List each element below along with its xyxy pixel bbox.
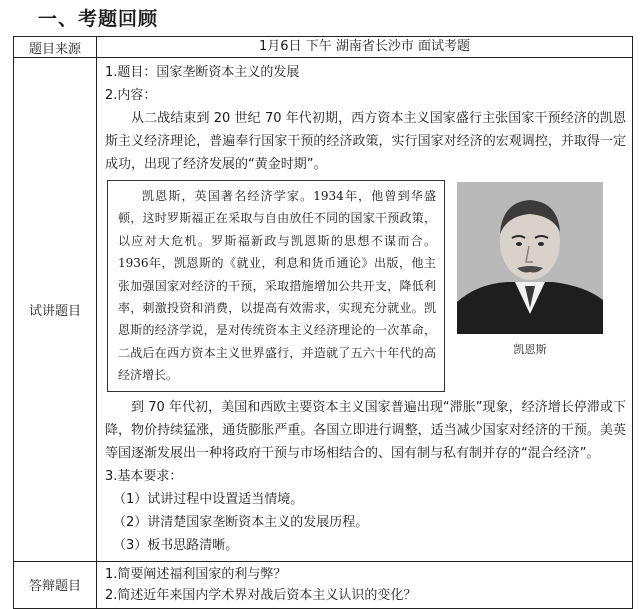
content-heading: 2.内容：: [105, 88, 157, 103]
trial-label: 试讲题目: [14, 58, 97, 562]
debate-content: [97, 561, 633, 608]
material-row: [107, 180, 626, 392]
requirement-3: （3）板书思路清晰。: [113, 537, 239, 553]
debate-question-1: 1.简要阐述福利国家的利与弊？: [105, 566, 287, 582]
keynes-portrait-image: [457, 182, 603, 334]
source-row: [14, 37, 633, 58]
section-title: 一、考题回顾: [38, 8, 159, 30]
debate-label: 答辩题目: [14, 561, 97, 608]
paragraph-2: 到 70 年代初，美国和西欧主要资本主义国家普遍出现“滞胀”现象，经济增长停滞或下降，物价持续猛涨，通货膨胀严重。各国立即进行调整，适当减少国家对经济的干预。美英等国逐渐发展出一种将政府干预与市场相结合的、国有制与私有制并存的“混合经济”。: [105, 399, 626, 461]
requirement-2: （2）讲清楚国家垄断资本主义的发展历程。: [113, 514, 369, 530]
photo-block: [455, 180, 605, 361]
debate-question-2: 2.简述近年来国内学术界对战后资本主义认识的变化？: [105, 587, 417, 603]
exam-table: [13, 36, 633, 609]
requirement-1: （1）试讲过程中设置适当情境。: [113, 491, 304, 507]
photo-caption: 凯恩斯: [513, 343, 547, 356]
debate-row: [14, 561, 633, 608]
trial-content: [97, 58, 633, 562]
trial-row: [14, 58, 633, 562]
requirements-heading: 3.基本要求：: [105, 468, 183, 484]
paragraph-1: 从二战结束到 20 世纪 70 年代初期，西方资本主义国家盛行主张国家干预经济的凯恩斯主义经济理论，普遍奉行国家干预的经济政策，实行国家对经济的宏观调控，并取得一定成功，出现了经济发展的“黄金时期”。: [105, 111, 626, 172]
portrait-illustration: [457, 182, 603, 334]
source-label: 题目来源: [14, 37, 97, 58]
source-value: 1月6日 下午 湖南省长沙市 面试考题: [97, 37, 633, 58]
quote-box: 凯恩斯，英国著名经济学家。1934年，他曾到华盛顿，这时罗斯福正在采取与自由放任不同的国家干预政策，以应对大危机。罗斯福新政与凯恩斯的思想不谋而合。1936年，凯恩斯的《就业，利息和货币通论》出版，他主张加强国家对经济的干预，采取措施增加公共开支，降低利率，刺激投资和消费，以提高有效需求，实现充分就业。凯恩斯的经济学说，是对传统资本主义经济理论的一次革命，二战后在西方资本主义世界盛行，并造就了五六十年代的高经济增长。: [107, 180, 445, 392]
topic: 1.题目：国家垄断资本主义的发展: [105, 65, 300, 80]
